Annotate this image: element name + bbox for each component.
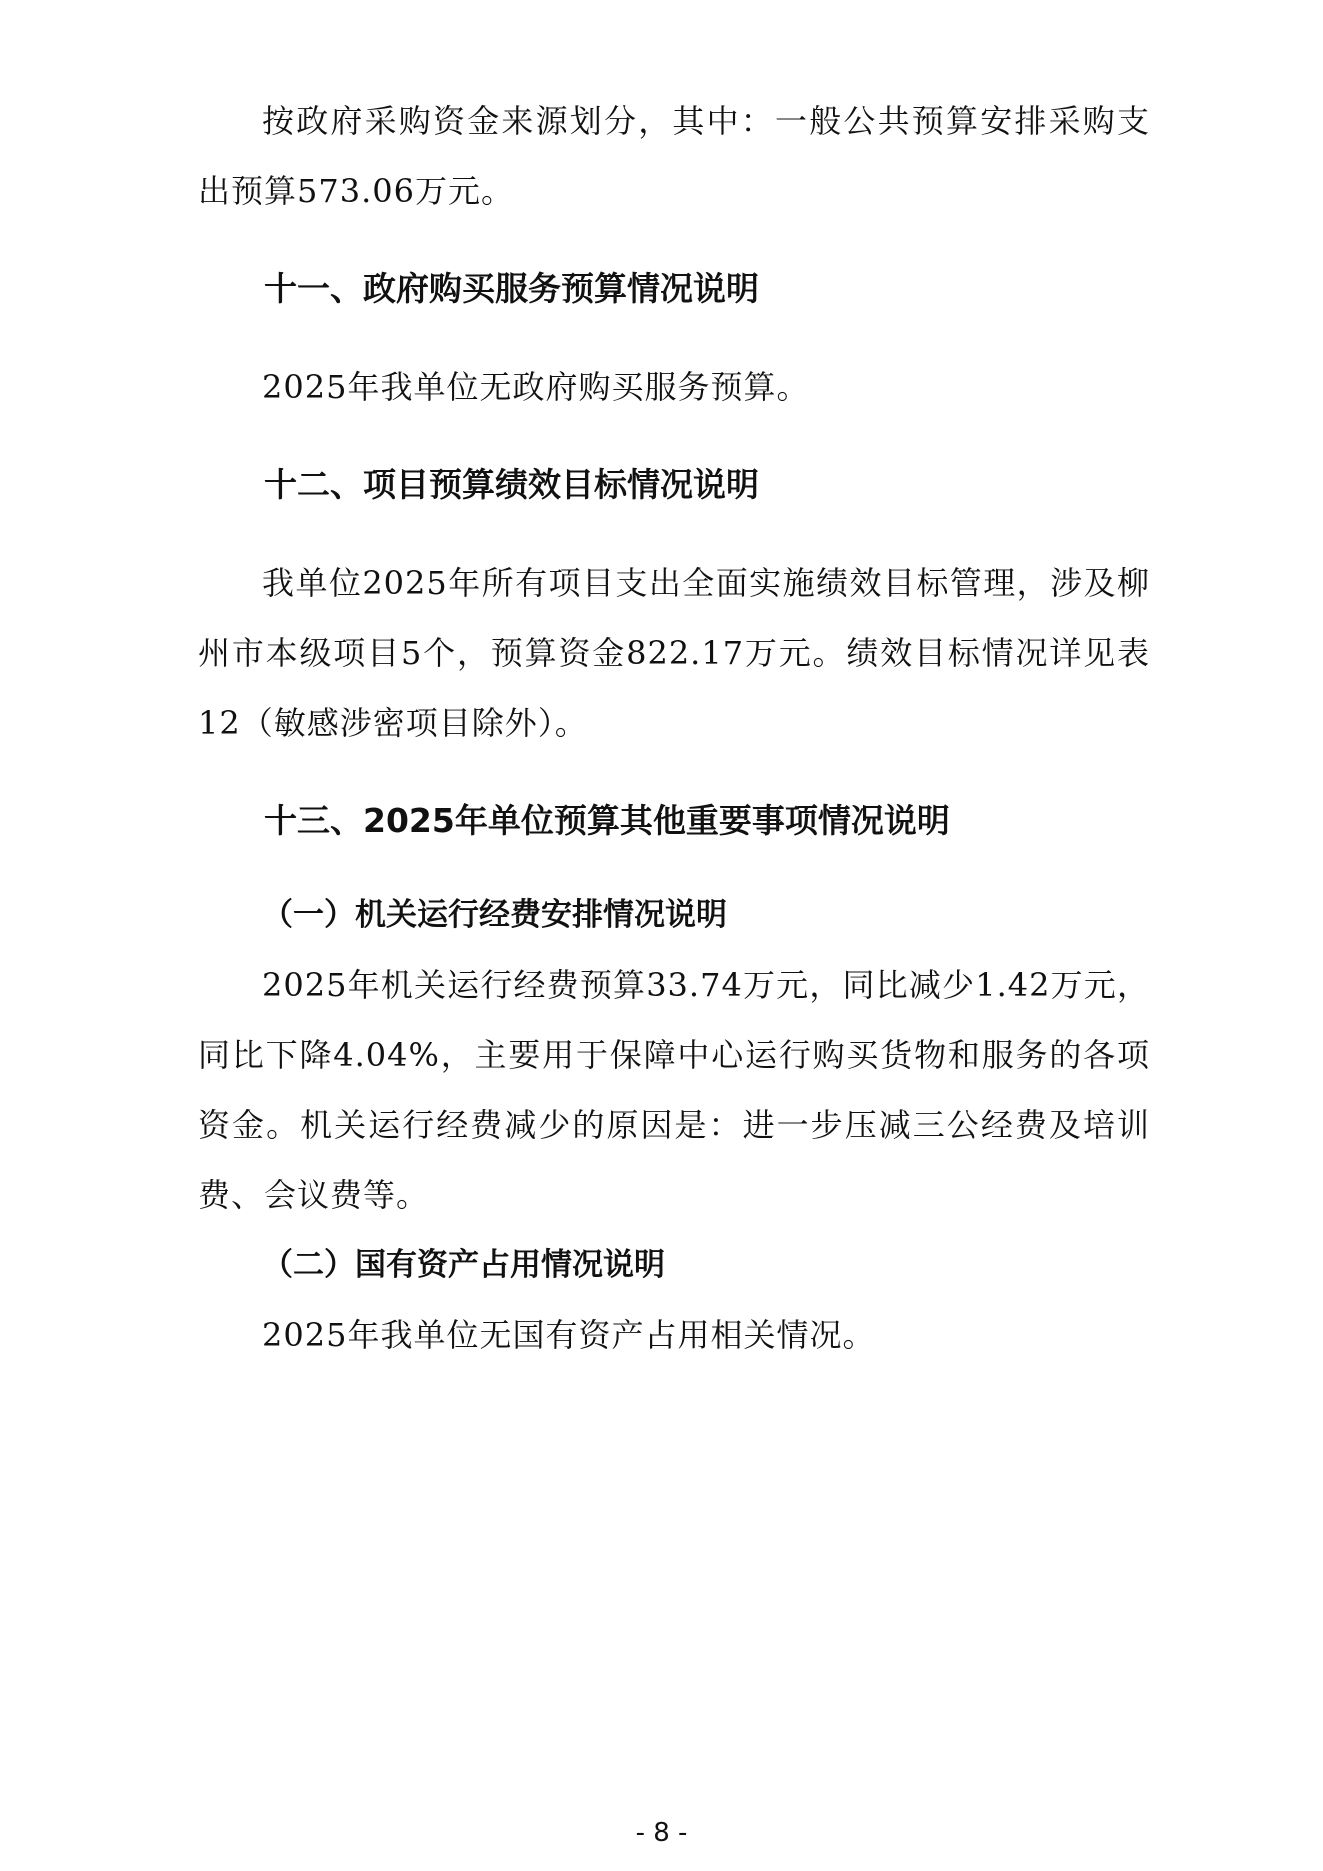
section-12-heading: 十二、项目预算绩效目标情况说明 bbox=[264, 465, 759, 504]
section-12-paragraph: 我单位2025年所有项目支出全面实施绩效目标管理，涉及柳州市本级项目5个，预算资金822.17万元。绩效目标情况详见表12（敏感涉密项目除外）。 bbox=[198, 564, 1150, 742]
section-13-1-heading: （一）机关运行经费安排情况说明 bbox=[262, 897, 727, 933]
procurement-source-paragraph: 按政府采购资金来源划分，其中：一般公共预算安排采购支出预算573.06万元。 bbox=[198, 102, 1150, 210]
section-11-heading: 十一、政府购买服务预算情况说明 bbox=[264, 269, 759, 308]
section-13-heading: 十三、2025年单位预算其他重要事项情况说明 bbox=[264, 801, 950, 840]
section-13-1-paragraph: 2025年机关运行经费预算33.74万元，同比减少1.42万元，同比下降4.04%，主要用于保障中心运行购买货物和服务的各项资金。机关运行经费减少的原因是：进一步压减三公经费及培训费、会议费等。 bbox=[198, 966, 1150, 1214]
section-13-2-paragraph: 2025年我单位无国有资产占用相关情况。 bbox=[262, 1316, 876, 1354]
section-13-2-heading: （二）国有资产占用情况说明 bbox=[262, 1247, 665, 1283]
document-body bbox=[198, 86, 1150, 1370]
page-number: - 8 - bbox=[635, 1818, 688, 1848]
section-11-paragraph: 2025年我单位无政府购买服务预算。 bbox=[262, 368, 810, 406]
